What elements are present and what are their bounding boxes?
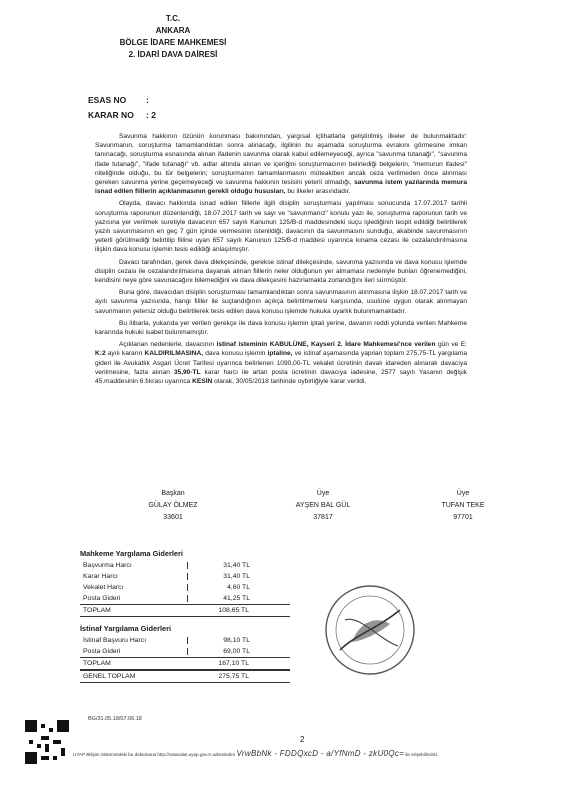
paragraph-4: Buna göre, davacıdan disiplin soruşturması tamamlandıktan sonra savunmasının alınmasına ilişkin 18.07.2017 tarih ve ayılı savunma yazısında, hangi fiiller ile suçlandığının açıkça belirtilmemesi karşısında, usulüne uygun olarak alınmayan savunmanın yetersiz olduğu belirtilerek tesis edilen dava konusu işlemde hukuka uyarlık bulunmamaktadır. <box>95 289 467 315</box>
paragraph-2: Olayda, davacı hakkında isnad edilen fiillerle ilgili disiplin soruşturması yapılması sonucunda 17.07.2017 tarihli soruşturma raporunun düzenlendiği, 18.07.2017 tarih ve sayı ve "savunmanız" konulu yazı ile, soruşturma raporunun tarih ve yazısına yer verilmek suretiyle davacının 657 sayılı Kanunun 125/B-d maddesindeki suçu işlediğinin tespit edildiği belirtilerek yazılı savunmasının en geç 7 gün içinde vermesinin istenildiği, davacının da savunmasını sunduğu, akabinde savunmasının yeterli görülmediği belirtilip fiiline uyan 657 sayılı Kanunun 125/B-d maddesi uyarınca kınama cezası ile cezalandırılmasına ilişkin dava konusu işlemin tesis edildiği anlaşılmıştır. <box>95 200 467 254</box>
cost-row: Karar Harcı 31,40 TL <box>80 571 290 582</box>
decision-body <box>95 132 467 389</box>
karar-label: KARAR NO <box>88 110 134 120</box>
header-court: BÖLGE İDARE MAHKEMESİ <box>119 38 227 47</box>
header-chamber: 2. İDARİ DAVA DAİRESİ <box>128 50 218 59</box>
cost-row: Posta Gideri 41,25 TL <box>80 593 290 604</box>
court-total-row: TOPLAM 108,65 TL <box>80 604 290 617</box>
qr-code-icon <box>25 720 69 764</box>
signature-member-2: Üye TUFAN TEKE 97701 <box>441 490 485 521</box>
footer-access-code: VrwBbNk - FDDQxcD - a/YfNmD - zkU0Qc= <box>236 749 405 758</box>
karar-value: : 2 <box>146 110 156 120</box>
header-city: ANKARA <box>155 26 191 35</box>
court-header <box>88 13 258 61</box>
cost-row: Posta Gideri 69,00 TL <box>80 646 290 657</box>
paragraph-3: Davacı tarafından, gerek dava dilekçesinde, gerekse istinaf dilekçesinde, savunma yazısında ve dava konusu işlemde disiplin cezası ile cezalandırılmasına dayanak alınan fiillerin neler olduğunun yer almaması nedeniyle bunları öğrenemediğini, kendisini neye göre savunacağını bilemediğini ve dava dilekçesini hazırlamakta zorlandığını ileri sürmüştür. <box>95 258 467 285</box>
cost-row: Vekalet Harcı 4,60 TL <box>80 582 290 593</box>
cost-row: Başvurma Harcı 31,40 TL <box>80 560 290 571</box>
uyap-footer <box>73 749 543 758</box>
court-seal-stamp <box>320 580 420 680</box>
cost-table <box>80 549 290 683</box>
reference-code: BG/31.05.18/07.06.18 <box>88 716 142 722</box>
cost-row: İstinaf Başvuru Harcı 98,10 TL <box>80 635 290 646</box>
paragraph-1: Savunma hakkının özünün korunması bakımından, yargısal içtihatlarla geliştirilmiş ilkeler de bulunmaktadır: Savunmanın, soruşturma tamamlandıktan sonra alınacağı, ilgilinin bu aşamada soruşturma evrakını görmesine imkan tanınacağı, soruşturma esnasında alınan ifadenin savunma olarak kabul edilemeyeceği, ayrıca "savunma tutanağı", "savunma ifade tutanağı", "ifade tutanağı" vb. adlar altında alınan ve içeriğini soruşturmacının belirlediği belgelerin, "memurun ifadesi" niteliğinde olduğu, bu tür belgelerin; soruşturmanın tamamlanmasını müteakiben ancak ceza verilmeden önce alınması gereken savunma yerine geçemeyeceği ve savunma hakkının tesisini yeterli olmadığı, savunma istem yazılarında memura isnad edilen fiillerin açıklanmasının gerekli olduğu hususları, bu ilkeler arasındadır. <box>95 133 467 196</box>
footer-text: UYAP Bilişim Sistemindeki bu dokümana http://vatandas.uyap.gov.tr adresinden <box>73 752 236 757</box>
appeal-total-row: TOPLAM 167,10 TL <box>80 657 290 670</box>
paragraph-5: Bu itibarla, yukarıda yer verilen gerekçe ile dava konusu işlemin iptali yerine, davanın reddi yolunda verilen Mahkeme kararında hukuki isabet bulunmamıştır. <box>95 319 467 337</box>
header-tc: T.C. <box>165 14 181 23</box>
paragraph-6: Açıklanan nedenlerle, davacının istinaf isteminin KABULÜNE, Kayseri 2. İdare Mahkemesi'nce verilen gün ve E: K:2 ayılı kararın KALDIRILMASINA, dava konusu işlemin iptaline, ve istinaf aşamasında yapılan toplam 275,75-TL yargılama gideri ile Avukatlık Asgari Ücret Tarifesi uyarınca belirlenen 1090,00-TL vekalet ücretinin davalı idareden alınarak davacıya verilmesine, fazla alınan 35,90-TL karar harcı ile artan posta ücretinin davacıya iadesine, 2577 sayılı Yasanın değişik 45.maddesinin 6.fıkrası uyarınca KESİN olarak, 30/05/2018 tarihinde oybirliğiyle karar verildi. <box>95 341 468 386</box>
appeal-costs-title: İstinaf Yargılama Giderleri <box>80 624 172 633</box>
esas-label: ESAS NO <box>88 95 127 105</box>
case-meta <box>88 95 156 125</box>
grand-total-row: GENEL TOPLAM 275,75 TL <box>80 670 290 683</box>
signature-president: Başkan GÜLAY ÖLMEZ 33601 <box>148 490 198 521</box>
signature-member-1: Üye AYŞEN BAL GÜL 37817 <box>295 490 351 521</box>
esas-row <box>88 95 156 110</box>
esas-value: : <box>146 95 149 105</box>
court-costs-title: Mahkeme Yargılama Giderleri <box>80 549 183 558</box>
karar-row <box>88 110 156 125</box>
page-number: 2 <box>300 735 305 744</box>
footer-suffix: ile erişebilirsiniz. <box>405 752 439 757</box>
